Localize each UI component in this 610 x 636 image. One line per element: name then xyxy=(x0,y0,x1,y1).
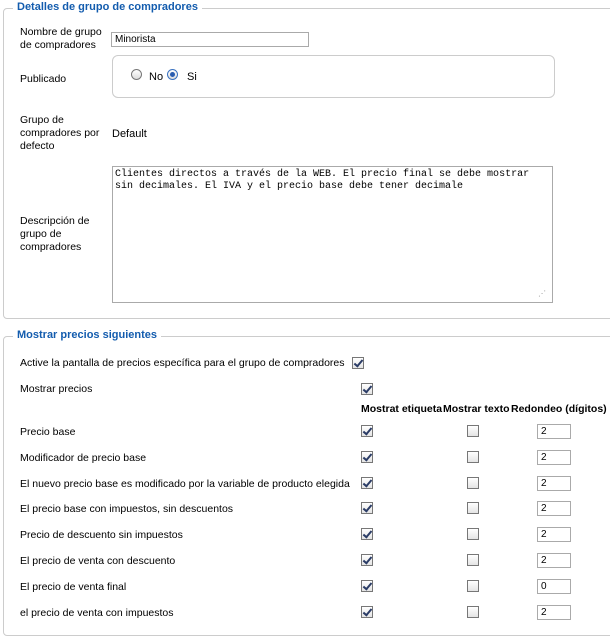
published-yes-label: Si xyxy=(187,71,197,83)
col-show-label-header: Mostrat etiqueta xyxy=(361,403,443,415)
published-yes-radio[interactable] xyxy=(167,69,178,80)
group-name-input[interactable] xyxy=(111,32,309,47)
price-row-show-label-checkbox[interactable] xyxy=(361,502,373,514)
price-row-show-label-checkbox[interactable] xyxy=(361,580,373,592)
price-row-show-text-checkbox[interactable] xyxy=(467,528,479,540)
price-row-round-input[interactable] xyxy=(537,579,571,594)
prices-legend: Mostrar precios siguientes xyxy=(13,329,161,341)
price-row-show-text-checkbox[interactable] xyxy=(467,451,479,463)
price-row-label: El precio de venta con descuento xyxy=(20,555,176,567)
show-prices-checkbox[interactable] xyxy=(361,383,373,395)
price-row-label: Modificador de precio base xyxy=(20,452,147,464)
price-row-label: el precio de venta con impuestos xyxy=(20,607,174,619)
published-no-radio[interactable] xyxy=(131,69,142,80)
price-row-round-input[interactable] xyxy=(537,501,571,516)
price-row-show-label-checkbox[interactable] xyxy=(361,425,373,437)
price-row-show-text-checkbox[interactable] xyxy=(467,554,479,566)
col-show-text-header: Mostrar texto xyxy=(443,403,510,415)
specific-prices-label: Active la pantalla de precios específica para el grupo de compradores xyxy=(20,357,345,369)
price-row-show-text-checkbox[interactable] xyxy=(467,580,479,592)
price-row-show-label-checkbox[interactable] xyxy=(361,477,373,489)
description-label: Descripción de grupo de compradores xyxy=(20,215,90,253)
published-radio-group xyxy=(112,55,555,98)
price-row-show-label-checkbox[interactable] xyxy=(361,554,373,566)
price-row-round-input[interactable] xyxy=(537,424,571,439)
price-row-show-text-checkbox[interactable] xyxy=(467,502,479,514)
specific-prices-checkbox[interactable] xyxy=(352,357,364,369)
price-row-round-input[interactable] xyxy=(537,450,571,465)
resize-grip-icon[interactable]: ⋰ xyxy=(538,289,546,298)
group-details-legend: Detalles de grupo de compradores xyxy=(13,1,202,13)
price-row-label: El nuevo precio base es modificado por la variable de producto elegida xyxy=(20,478,350,490)
price-row-show-text-checkbox[interactable] xyxy=(467,425,479,437)
show-prices-label: Mostrar precios xyxy=(20,383,93,395)
published-no-label: No xyxy=(149,71,164,83)
price-row-label: El precio base con impuestos, sin descuentos xyxy=(20,503,234,515)
price-row-label: El precio de venta final xyxy=(20,581,127,593)
price-row-show-text-checkbox[interactable] xyxy=(467,477,479,489)
price-row-round-input[interactable] xyxy=(537,527,571,542)
default-group-value: Default xyxy=(112,128,147,140)
price-row-show-text-checkbox[interactable] xyxy=(467,606,479,618)
price-row-label: Precio base xyxy=(20,426,76,438)
col-round-header: Redondeo (dígitos) xyxy=(511,403,607,415)
price-row-show-label-checkbox[interactable] xyxy=(361,606,373,618)
price-row-label: Precio de descuento sin impuestos xyxy=(20,529,183,541)
default-group-label: Grupo de compradores por defecto xyxy=(20,114,100,152)
price-row-show-label-checkbox[interactable] xyxy=(361,528,373,540)
description-textarea[interactable] xyxy=(112,166,553,303)
published-label: Publicado xyxy=(20,73,67,85)
group-name-label: Nombre de grupo de compradores xyxy=(20,26,102,51)
price-row-round-input[interactable] xyxy=(537,553,571,568)
price-row-show-label-checkbox[interactable] xyxy=(361,451,373,463)
price-row-round-input[interactable] xyxy=(537,476,571,491)
